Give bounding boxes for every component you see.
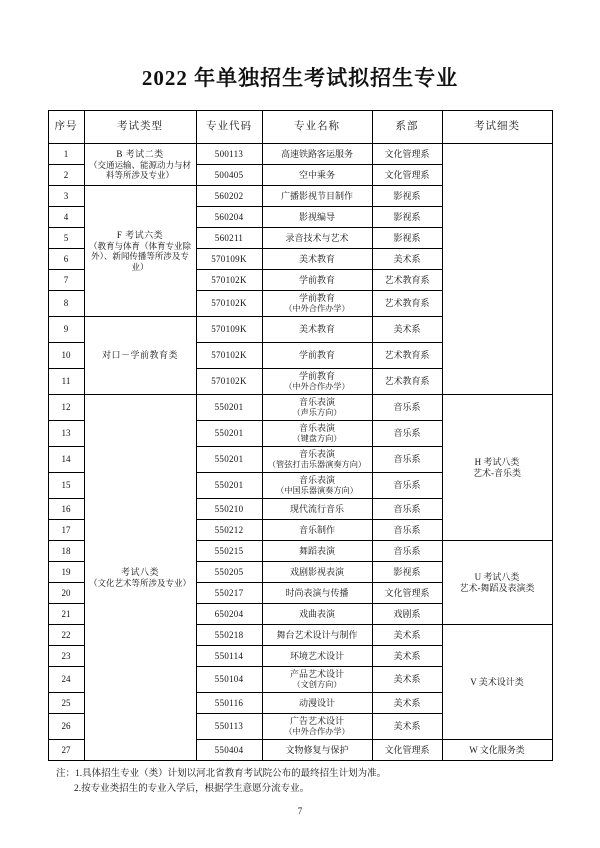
major-name-main: 空中乘务: [298, 169, 335, 180]
cell-exam-type: [84, 395, 196, 761]
cell-department: 文化管理系: [372, 740, 442, 761]
cell-department: 艺术教育系: [372, 291, 442, 317]
exam-subtype-line: V 美术设计类: [470, 676, 524, 687]
cell-index: 23: [48, 646, 84, 667]
cell-department: 音乐系: [372, 395, 442, 421]
exam-subtype-line: 艺术-音乐类: [473, 467, 521, 478]
cell-major-code: 570109K: [196, 249, 262, 270]
major-name-main: 戏剧影视表演: [289, 566, 344, 577]
cell-major-name: [262, 144, 372, 165]
cell-exam-type: [84, 144, 196, 186]
major-name-main: 学前教育: [298, 371, 335, 382]
cell-index: 26: [48, 714, 84, 740]
cell-major-code: 550201: [196, 421, 262, 447]
major-name-main: 动漫设计: [298, 697, 335, 708]
cell-major-code: 560204: [196, 207, 262, 228]
header-index: 序号: [48, 111, 84, 144]
cell-exam-subtype: [442, 144, 552, 395]
cell-department: 美术系: [372, 317, 442, 343]
cell-major-code: 550201: [196, 447, 262, 473]
cell-index: 7: [48, 270, 84, 291]
cell-index: 3: [48, 186, 84, 207]
cell-index: 1: [48, 144, 84, 165]
cell-index: 11: [48, 369, 84, 395]
cell-major-name: [262, 447, 372, 473]
cell-department: 音乐系: [372, 541, 442, 562]
cell-major-code: 550217: [196, 583, 262, 604]
major-name-sub: （声乐方向）: [292, 407, 342, 417]
cell-exam-subtype: [442, 395, 552, 541]
cell-department: 音乐系: [372, 421, 442, 447]
cell-department: 音乐系: [372, 520, 442, 541]
major-name-main: 美术教育: [298, 253, 335, 264]
cell-major-name: [262, 291, 372, 317]
exam-type-main: 考试八类: [120, 566, 159, 577]
cell-index: 12: [48, 395, 84, 421]
cell-index: 21: [48, 604, 84, 625]
header-exam-subtype: 考试细类: [442, 111, 552, 144]
major-name-main: 戏曲表演: [298, 608, 335, 619]
cell-major-name: [262, 249, 372, 270]
cell-index: 18: [48, 541, 84, 562]
major-name-main: 学前教育: [298, 350, 335, 361]
cell-major-code: 550215: [196, 541, 262, 562]
cell-department: 美术系: [372, 646, 442, 667]
cell-major-code: 550201: [196, 473, 262, 499]
major-name-main: 学前教育: [298, 274, 335, 285]
table-row: [48, 395, 552, 421]
cell-major-name: [262, 562, 372, 583]
cell-major-code: 500405: [196, 165, 262, 186]
cell-major-code: 650204: [196, 604, 262, 625]
cell-index: 2: [48, 165, 84, 186]
exam-subtype-line: 艺术-舞蹈及表演类: [459, 582, 535, 593]
cell-major-name: [262, 369, 372, 395]
note-line-2: 2.按专业类招生的专业入学后，根据学生意愿分流专业。: [74, 784, 310, 795]
cell-major-code: 550104: [196, 667, 262, 693]
exam-subtype-line: W 文化服务类: [469, 744, 525, 755]
major-name-main: 广告艺术设计: [289, 716, 344, 727]
major-name-sub: （键盘方向）: [292, 433, 342, 443]
cell-major-name: [262, 714, 372, 740]
cell-major-code: 570102K: [196, 291, 262, 317]
page-number: 7: [297, 806, 303, 816]
note-line-1: 注：1.具体招生专业（类）计划以河北省教育考试院公布的最终招生计划为准。: [56, 769, 387, 779]
cell-index: 13: [48, 421, 84, 447]
cell-department: 影视系: [372, 186, 442, 207]
cell-exam-type: [84, 186, 196, 317]
cell-department: 影视系: [372, 562, 442, 583]
cell-department: 艺术教育系: [372, 343, 442, 369]
cell-major-name: [262, 604, 372, 625]
table-body: [48, 144, 552, 761]
major-name-main: 音乐表演: [298, 397, 335, 408]
major-name-main: 影视编导: [298, 211, 335, 222]
exam-type-main: B 考试二类: [116, 148, 164, 159]
cell-major-code: 550210: [196, 499, 262, 520]
header-department: 系部: [372, 111, 442, 144]
major-name-sub: （中外合作办学）: [284, 381, 350, 391]
cell-major-name: [262, 473, 372, 499]
cell-index: 27: [48, 740, 84, 761]
major-name-sub: （管弦打击乐器演奏方向）: [267, 459, 367, 469]
cell-index: 20: [48, 583, 84, 604]
cell-major-code: 570102K: [196, 343, 262, 369]
cell-major-name: [262, 165, 372, 186]
cell-major-name: [262, 317, 372, 343]
cell-index: 4: [48, 207, 84, 228]
cell-major-name: [262, 693, 372, 714]
major-name-main: 音乐表演: [298, 449, 335, 460]
major-name-main: 舞台艺术设计与制作: [276, 629, 358, 640]
cell-index: 25: [48, 693, 84, 714]
cell-major-code: 550113: [196, 714, 262, 740]
header-exam-type: 考试类型: [84, 111, 196, 144]
cell-department: 艺术教育系: [372, 369, 442, 395]
major-name-sub: （中外合作办学）: [284, 726, 350, 736]
cell-major-code: 550218: [196, 625, 262, 646]
cell-major-name: [262, 421, 372, 447]
exam-type-sub: （教育与体育（体育专业除外）、新闻传播等所涉及专业）: [88, 240, 191, 272]
cell-exam-subtype: [442, 541, 552, 625]
exam-subtype-line: H 考试八类: [474, 456, 520, 467]
major-name-sub: （中外合作办学）: [284, 303, 350, 313]
cell-index: 17: [48, 520, 84, 541]
cell-index: 19: [48, 562, 84, 583]
cell-department: 文化管理系: [372, 583, 442, 604]
cell-major-code: 570109K: [196, 317, 262, 343]
cell-department: 美术系: [372, 625, 442, 646]
major-name-main: 文物修复与保护: [285, 744, 349, 755]
cell-department: 音乐系: [372, 499, 442, 520]
cell-exam-type: [84, 317, 196, 395]
cell-major-code: 550212: [196, 520, 262, 541]
exam-type-sub: （文化艺术等所涉及专业）: [88, 577, 191, 588]
cell-department: 戏剧系: [372, 604, 442, 625]
cell-major-name: [262, 228, 372, 249]
major-name-main: 音乐表演: [298, 475, 335, 486]
cell-major-code: 570102K: [196, 369, 262, 395]
cell-index: 22: [48, 625, 84, 646]
cell-index: 10: [48, 343, 84, 369]
cell-index: 6: [48, 249, 84, 270]
exam-type-sub: （交通运输、能源动力与材料等所涉及专业）: [88, 159, 191, 180]
cell-index: 14: [48, 447, 84, 473]
exam-type-main: 对口－学前教育类: [101, 350, 178, 361]
major-name-main: 录音技术与艺术: [285, 232, 349, 243]
cell-major-code: 570102K: [196, 270, 262, 291]
major-name-main: 音乐表演: [298, 423, 335, 434]
major-name-main: 广播影视节目制作: [280, 190, 353, 201]
major-name-main: 学前教育: [298, 293, 335, 304]
cell-department: 美术系: [372, 667, 442, 693]
cell-department: 文化管理系: [372, 165, 442, 186]
table-row: [48, 144, 552, 165]
cell-major-name: [262, 207, 372, 228]
cell-index: 9: [48, 317, 84, 343]
major-name-main: 环境艺术设计: [289, 650, 344, 661]
header-major-name: 专业名称: [262, 111, 372, 144]
cell-department: 文化管理系: [372, 144, 442, 165]
cell-major-name: [262, 186, 372, 207]
cell-major-name: [262, 625, 372, 646]
cell-major-name: [262, 499, 372, 520]
table-header-row: [48, 111, 552, 144]
cell-department: 美术系: [372, 714, 442, 740]
cell-index: 24: [48, 667, 84, 693]
cell-exam-subtype: [442, 625, 552, 740]
cell-major-code: 550114: [196, 646, 262, 667]
cell-department: 音乐系: [372, 473, 442, 499]
cell-major-name: [262, 740, 372, 761]
cell-index: 5: [48, 228, 84, 249]
exam-subtype-line: U 考试八类: [474, 571, 520, 582]
cell-department: 美术系: [372, 249, 442, 270]
majors-table: [48, 110, 553, 761]
cell-index: 15: [48, 473, 84, 499]
cell-department: 音乐系: [372, 447, 442, 473]
cell-major-name: [262, 270, 372, 291]
cell-department: 影视系: [372, 207, 442, 228]
cell-major-name: [262, 395, 372, 421]
cell-major-name: [262, 343, 372, 369]
cell-major-name: [262, 520, 372, 541]
cell-major-code: 550201: [196, 395, 262, 421]
cell-major-name: [262, 667, 372, 693]
major-name-main: 高速铁路客运服务: [280, 148, 353, 159]
cell-major-code: 560211: [196, 228, 262, 249]
exam-type-main: F 考试六类: [116, 229, 164, 240]
major-name-main: 产品艺术设计: [289, 669, 344, 680]
major-name-main: 舞蹈表演: [298, 545, 335, 556]
notes-block: [48, 767, 552, 797]
major-name-sub: （中国乐器演奏方向）: [276, 485, 358, 495]
major-name-main: 时尚表演与传播: [285, 587, 349, 598]
cell-major-name: [262, 541, 372, 562]
major-name-main: 美术教育: [298, 324, 335, 335]
cell-major-name: [262, 646, 372, 667]
cell-department: 影视系: [372, 228, 442, 249]
cell-exam-subtype: [442, 740, 552, 761]
cell-department: 美术系: [372, 693, 442, 714]
major-name-main: 现代流行音乐: [289, 503, 344, 514]
cell-major-name: [262, 583, 372, 604]
cell-index: 8: [48, 291, 84, 317]
cell-department: 艺术教育系: [372, 270, 442, 291]
cell-major-code: 550404: [196, 740, 262, 761]
cell-major-code: 550116: [196, 693, 262, 714]
cell-major-code: 500113: [196, 144, 262, 165]
page-title: 2022 年单独招生考试拟招生专业: [141, 66, 459, 90]
cell-major-code: 550205: [196, 562, 262, 583]
cell-index: 16: [48, 499, 84, 520]
cell-major-code: 560202: [196, 186, 262, 207]
header-major-code: 专业代码: [196, 111, 262, 144]
major-name-sub: （文创方向）: [292, 679, 342, 689]
major-name-main: 音乐制作: [298, 524, 335, 535]
